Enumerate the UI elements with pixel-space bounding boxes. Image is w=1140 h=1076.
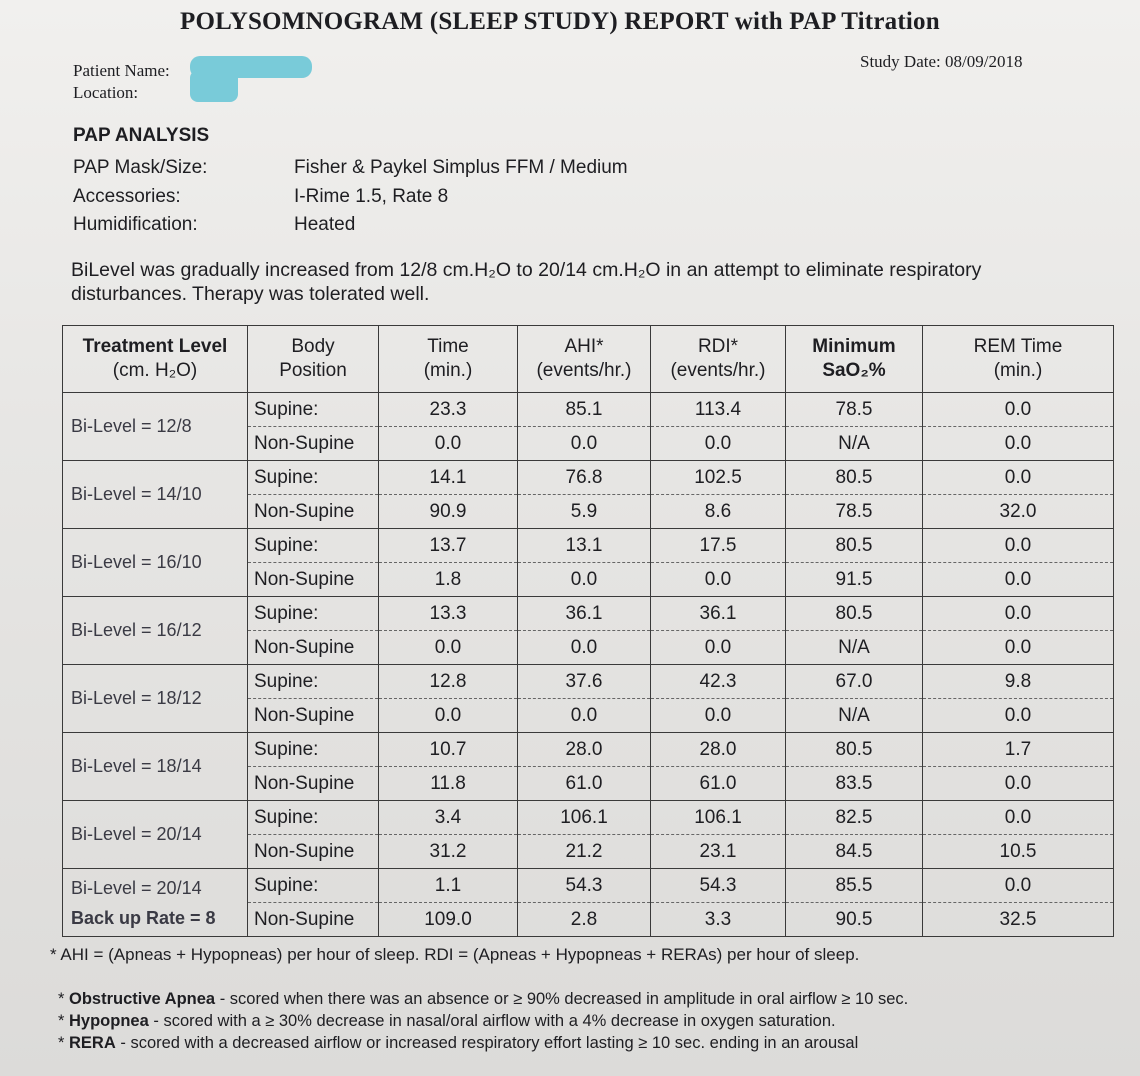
pap-analysis-heading: PAP ANALYSIS [73,125,210,146]
treatment-level-text: Bi-Level = 14/10 [71,484,202,504]
time-cell: 90.9 [379,495,518,529]
rem-time-cell: 0.0 [923,699,1114,733]
treatment-level-cell [63,733,248,801]
rem-time-cell: 0.0 [923,801,1114,835]
time-cell: 0.0 [379,699,518,733]
table-row [63,801,1114,835]
treatment-level-text: Bi-Level = 16/10 [71,552,202,572]
body-position-cell: Non-Supine [248,767,379,801]
titration-summary: BiLevel was gradually increased from 12/8 cm.H₂O to 20/14 cm.H₂O in an attempt to eliminate respiratory disturbances. Therapy was tolerated well. [71,259,982,305]
ahi-cell: 21.2 [518,835,651,869]
table-row [63,665,1114,699]
accessories-value: I-Rime 1.5, Rate 8 [294,186,449,207]
body-position-cell: Non-Supine [248,631,379,665]
body-position-cell: Supine: [248,597,379,631]
rdi-cell: 3.3 [651,903,786,937]
min-sao2-cell: 80.5 [786,529,923,563]
rdi-cell: 113.4 [651,393,786,427]
rdi-cell: 0.0 [651,699,786,733]
min-sao2-cell: 78.5 [786,393,923,427]
rem-time-cell: 32.5 [923,903,1114,937]
backup-rate-text: Back up Rate = 8 [71,907,216,928]
time-cell: 3.4 [379,801,518,835]
min-sao2-cell: 85.5 [786,869,923,903]
rem-time-cell: 9.8 [923,665,1114,699]
treatment-level-cell [63,393,248,461]
ahi-cell: 0.0 [518,563,651,597]
rdi-cell: 61.0 [651,767,786,801]
min-sao2-cell: 84.5 [786,835,923,869]
body-position-cell: Supine: [248,529,379,563]
ahi-cell: 106.1 [518,801,651,835]
body-position-cell: Supine: [248,461,379,495]
body-position-cell: Non-Supine [248,903,379,937]
rdi-cell: 28.0 [651,733,786,767]
ahi-cell: 76.8 [518,461,651,495]
rem-time-cell: 0.0 [923,529,1114,563]
definition-obstructive-apnea: * Obstructive Apnea - scored when there was an absence or ≥ 90% decreased in amplitude in oral airflow ≥ 10 sec. [58,990,909,1008]
header-treatment-level: Treatment Level (cm. H₂O) [63,326,248,393]
rdi-cell: 0.0 [651,427,786,461]
ahi-cell: 0.0 [518,699,651,733]
rem-time-cell: 10.5 [923,835,1114,869]
table-row [63,597,1114,631]
titration-table [62,325,1114,937]
body-position-cell: Non-Supine [248,495,379,529]
ahi-cell: 36.1 [518,597,651,631]
time-cell: 13.7 [379,529,518,563]
rem-time-cell: 0.0 [923,563,1114,597]
rem-time-cell: 32.0 [923,495,1114,529]
header-min-sao2: Minimum SaO₂% [786,326,923,393]
rdi-cell: 8.6 [651,495,786,529]
treatment-level-text: Bi-Level = 18/12 [71,688,202,708]
treatment-level-cell [63,597,248,665]
min-sao2-cell: 80.5 [786,461,923,495]
table-row [63,869,1114,903]
rdi-cell: 102.5 [651,461,786,495]
min-sao2-cell: N/A [786,699,923,733]
body-position-cell: Supine: [248,393,379,427]
rdi-cell: 106.1 [651,801,786,835]
rem-time-cell: 0.0 [923,597,1114,631]
body-position-cell: Non-Supine [248,427,379,461]
report-title: POLYSOMNOGRAM (SLEEP STUDY) REPORT with PAP Titration [180,8,940,35]
humidification-value: Heated [294,214,356,235]
min-sao2-cell: 80.5 [786,597,923,631]
definition-hypopnea: * Hypopnea - scored with a ≥ 30% decrease in nasal/oral airflow with a 4% decrease in oxygen saturation. [58,1012,836,1030]
rem-time-cell: 0.0 [923,427,1114,461]
header-time: Time (min.) [379,326,518,393]
time-cell: 109.0 [379,903,518,937]
definition-rera: * RERA - scored with a decreased airflow or increased respiratory effort lasting ≥ 10 sec. ending in an arousal [58,1034,859,1052]
location-label: Location: [73,83,139,102]
time-cell: 14.1 [379,461,518,495]
rem-time-cell: 0.0 [923,461,1114,495]
time-cell: 0.0 [379,631,518,665]
humidification-label: Humidification: [73,214,198,235]
ahi-cell: 54.3 [518,869,651,903]
min-sao2-cell: N/A [786,427,923,461]
time-cell: 10.7 [379,733,518,767]
body-position-cell: Supine: [248,733,379,767]
min-sao2-cell: 83.5 [786,767,923,801]
table-row [63,393,1114,427]
body-position-cell: Supine: [248,869,379,903]
table-row [63,461,1114,495]
ahi-cell: 85.1 [518,393,651,427]
treatment-level-text: Bi-Level = 20/14 [71,824,202,844]
rdi-cell: 23.1 [651,835,786,869]
min-sao2-cell: 67.0 [786,665,923,699]
ahi-cell: 0.0 [518,631,651,665]
time-cell: 31.2 [379,835,518,869]
rdi-cell: 17.5 [651,529,786,563]
accessories-label: Accessories: [73,186,181,207]
time-cell: 12.8 [379,665,518,699]
patient-labels [73,60,170,104]
ahi-cell: 2.8 [518,903,651,937]
time-cell: 23.3 [379,393,518,427]
treatment-level-text: Bi-Level = 18/14 [71,756,202,776]
pap-mask-label: PAP Mask/Size: [73,157,208,178]
body-position-cell: Supine: [248,665,379,699]
rdi-cell: 54.3 [651,869,786,903]
treatment-level-text: Bi-Level = 16/12 [71,620,202,640]
time-cell: 1.8 [379,563,518,597]
rdi-cell: 0.0 [651,563,786,597]
body-position-cell: Non-Supine [248,835,379,869]
study-date: Study Date: 08/09/2018 [860,52,1023,71]
ahi-cell: 28.0 [518,733,651,767]
treatment-level-text: Bi-Level = 20/14 [71,877,202,898]
min-sao2-cell: 78.5 [786,495,923,529]
treatment-level-cell [63,869,248,937]
time-cell: 0.0 [379,427,518,461]
time-cell: 13.3 [379,597,518,631]
body-position-cell: Non-Supine [248,699,379,733]
ahi-cell: 0.0 [518,427,651,461]
header-body-position: Body Position [248,326,379,393]
table-header-row [63,326,1114,393]
rem-time-cell: 0.0 [923,767,1114,801]
body-position-cell: Supine: [248,801,379,835]
treatment-level-text: Bi-Level = 12/8 [71,416,192,436]
ahi-cell: 61.0 [518,767,651,801]
redaction-mark-lower [190,70,238,102]
rdi-cell: 0.0 [651,631,786,665]
patient-name-label: Patient Name: [73,61,170,80]
table-row [63,529,1114,563]
rem-time-cell: 0.0 [923,393,1114,427]
treatment-level-cell [63,529,248,597]
treatment-level-cell [63,665,248,733]
min-sao2-cell: 90.5 [786,903,923,937]
pap-mask-value: Fisher & Paykel Simplus FFM / Medium [294,157,628,178]
rem-time-cell: 1.7 [923,733,1114,767]
body-position-cell: Non-Supine [248,563,379,597]
min-sao2-cell: 80.5 [786,733,923,767]
min-sao2-cell: N/A [786,631,923,665]
treatment-level-cell [63,801,248,869]
header-ahi: AHI* (events/hr.) [518,326,651,393]
rdi-cell: 42.3 [651,665,786,699]
min-sao2-cell: 91.5 [786,563,923,597]
rdi-cell: 36.1 [651,597,786,631]
min-sao2-cell: 82.5 [786,801,923,835]
header-rem-time: REM Time (min.) [923,326,1114,393]
time-cell: 1.1 [379,869,518,903]
ahi-cell: 5.9 [518,495,651,529]
footnote-ahi-rdi: * AHI = (Apneas + Hypopneas) per hour of sleep. RDI = (Apneas + Hypopneas + RERAs) per hour of sleep. [50,945,860,964]
header-rdi: RDI* (events/hr.) [651,326,786,393]
time-cell: 11.8 [379,767,518,801]
rem-time-cell: 0.0 [923,631,1114,665]
ahi-cell: 37.6 [518,665,651,699]
treatment-level-cell [63,461,248,529]
rem-time-cell: 0.0 [923,869,1114,903]
ahi-cell: 13.1 [518,529,651,563]
table-row [63,733,1114,767]
